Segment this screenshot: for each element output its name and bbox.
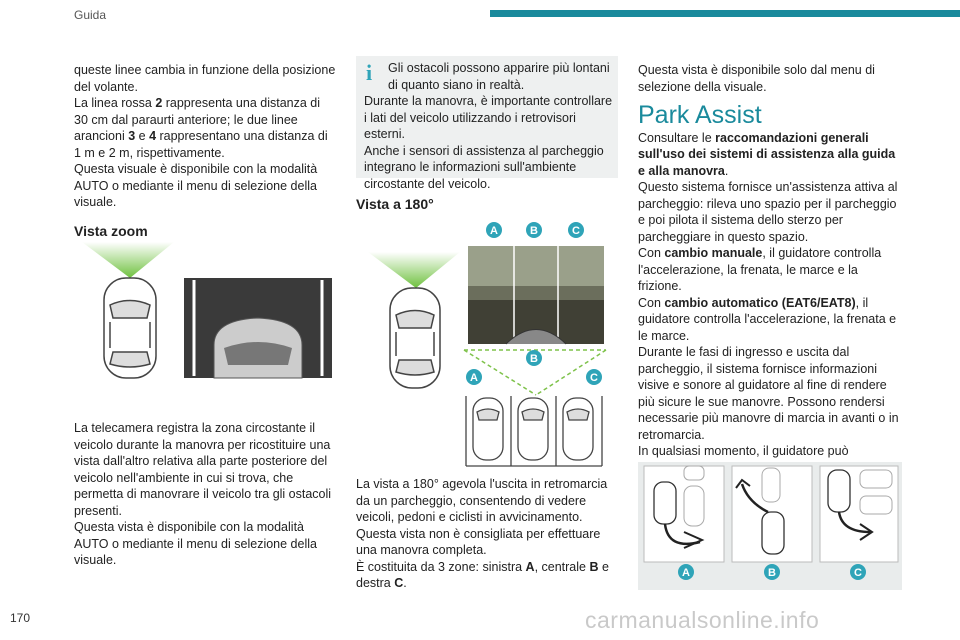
svg-text:A: A: [682, 567, 690, 579]
svg-text:B: B: [530, 225, 538, 237]
zoom-heading: Vista zoom: [74, 222, 148, 239]
zoom-view-figure: [74, 240, 344, 390]
svg-text:C: C: [590, 372, 598, 384]
consult-paragraph: Consultare le raccomandazioni generali sull'uso dei sistemi di assistenza alla guida e alla manovra.: [638, 130, 896, 178]
availability-text: Questa visuale è disponibile con la modalità AUTO o mediante il menu di selezione della visuale.: [74, 162, 318, 209]
column-3: [638, 62, 904, 493]
badge-b-top: [526, 222, 542, 238]
automatic-gearbox-paragraph: Con cambio automatico (EAT6/EAT8), il guidatore controlla l'accelerazione, la frenata e le marce.: [638, 295, 897, 343]
badge-b-park: [764, 564, 780, 580]
takeover-paragraph: In qualsiasi momento, il guidatore può: [638, 444, 849, 458]
intro-line-2: del volante.: [74, 79, 138, 94]
column-1: [74, 62, 336, 239]
manual-gearbox-paragraph: Con cambio manuale, il guidatore controlla l'accelerazione, la frenata, le marce e la frizione.: [638, 246, 882, 293]
park-assist-description: Questo sistema fornisce un'assistenza attiva al parcheggio: rileva uno spazio per il parcheggio e poi pilota il sistema dello sterzo per parcheggiare in questo spazio.: [638, 180, 898, 244]
badge-a-top: [486, 222, 502, 238]
col3-availability: Questa vista è disponibile solo dal menu di selezione della visuale.: [638, 63, 875, 94]
badge-b-mid: [526, 350, 542, 366]
phases-paragraph: Durante le fasi di ingresso e uscita dal parcheggio, il sistema fornisce informazioni visive e sonore al guidatore al fine di rendere più sicure le sue manovre. Possono rendersi necessarie più manovre di marcia in avanti o in retromarcia.: [638, 345, 899, 442]
red-line-paragraph: La linea rossa 2 rappresenta una distanza di 30 cm dal paraurti anteriore; le due linee arancioni 3 e 4 rappresentano una distanza di 1 m e 2 m, rispettivamente.: [74, 96, 328, 160]
svg-text:B: B: [530, 353, 538, 365]
svg-text:A: A: [490, 225, 498, 237]
info-note: [356, 56, 618, 191]
watermark: carmanualsonline.info: [585, 607, 820, 633]
badge-a-park: [678, 564, 694, 580]
view180-text-1: La vista a 180° agevola l'uscita in retromarcia da un parcheggio, consentendo di vedere veicoli, pedoni e ciclisti in avvicinamento.: [356, 477, 608, 524]
view180-zones: È costituita da 3 zone: sinistra A, centrale B e destra C.: [356, 559, 609, 590]
note-line-3: Anche i sensori di assistenza al parcheggio integrano le informazioni sull'ambiente circostante del veicolo.: [364, 143, 604, 191]
view180-text-block: [356, 476, 620, 592]
badge-c-mid: [586, 369, 602, 385]
view180-heading: Vista a 180°: [356, 196, 434, 212]
svg-text:C: C: [572, 225, 580, 237]
note-line-2: Durante la manovra, è importante controllare i lati del veicolo utilizzando i retrovisori esterni.: [364, 94, 613, 141]
page-number: 170: [10, 611, 31, 625]
info-icon: i: [366, 60, 373, 85]
badge-c-park: [850, 564, 866, 580]
svg-text:C: C: [854, 567, 862, 579]
badge-a-mid: [466, 369, 482, 385]
view180-text-2: Questa vista non è consigliata per effettuare una manovra completa.: [356, 526, 601, 557]
zoom-availability: Questa vista è disponibile con la modalità AUTO o mediante il menu di selezione della visuale.: [74, 520, 317, 567]
header-bar: [490, 10, 960, 17]
svg-text:A: A: [470, 372, 478, 384]
note-line-1: Gli ostacoli possono apparire più lontani di quanto siano in realtà.: [388, 61, 610, 92]
svg-text:B: B: [768, 567, 776, 579]
header-title: Guida: [74, 8, 107, 22]
park-assist-heading: Park Assist: [638, 101, 762, 129]
intro-line-1: queste linee cambia in funzione della posizione: [74, 63, 336, 77]
badge-c-top: [568, 222, 584, 238]
view180-figure: [356, 220, 618, 470]
zoom-text-block: [74, 420, 340, 569]
zoom-description: La telecamera registra la zona circostante il veicolo durante la manovra per ricostituire una vista dall'altro relativa alla parte posteriore del veicolo nell'ambiente in cui si trova, che permetta di manovrare il veicolo tra gli ostacoli presenti.: [74, 421, 332, 518]
park-assist-figure: [638, 462, 902, 590]
